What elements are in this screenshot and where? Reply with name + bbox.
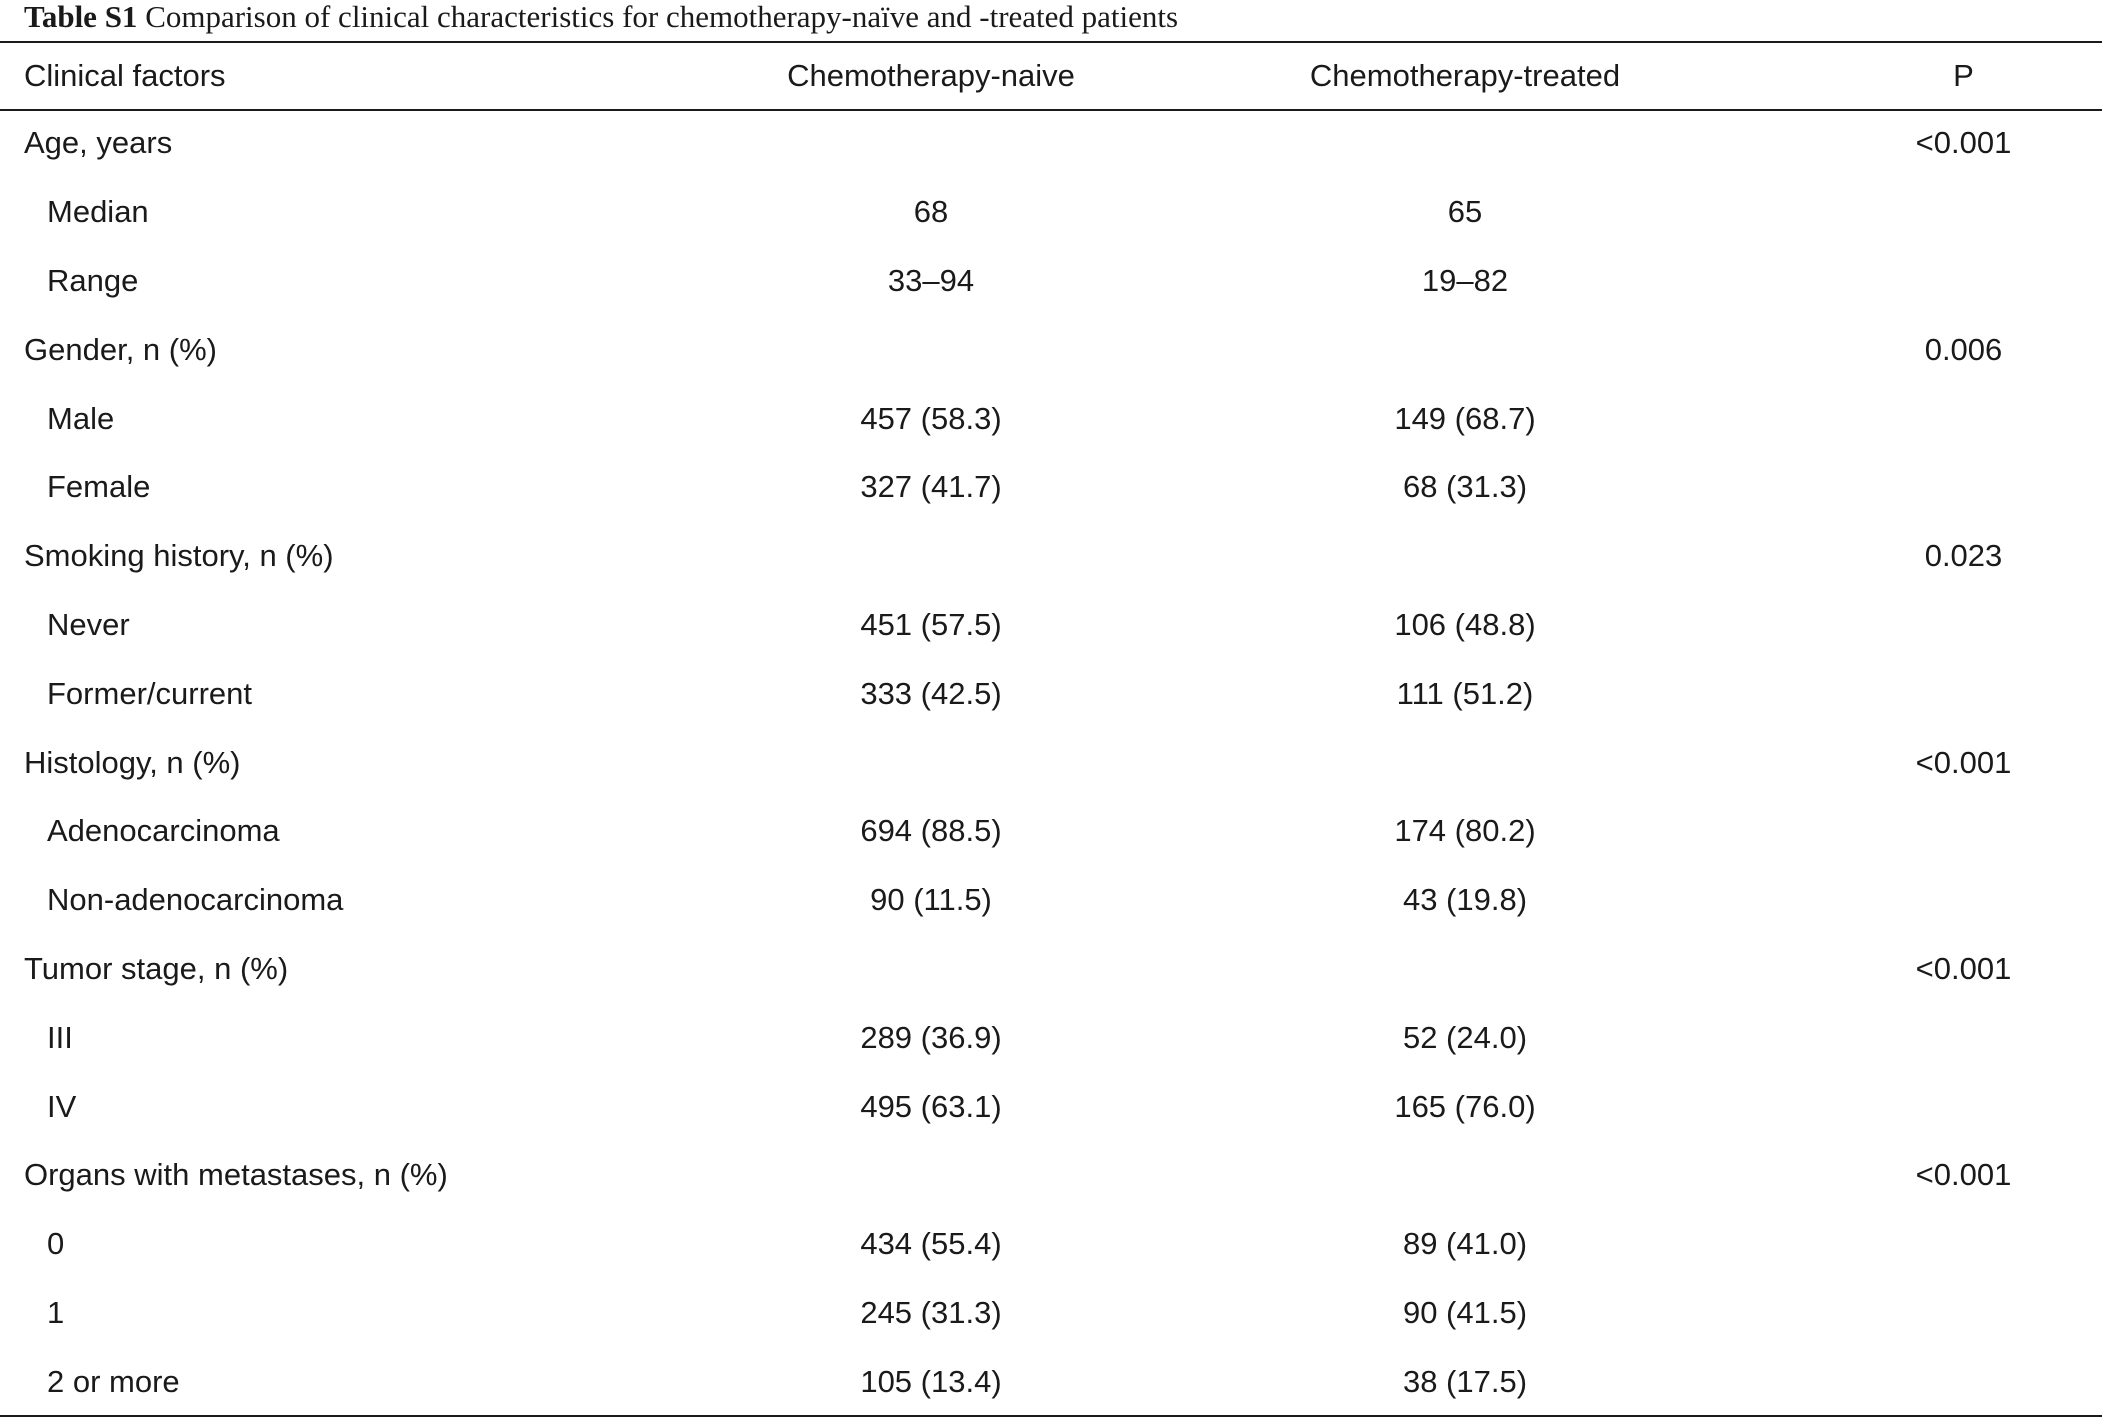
- cell-treated: 174 (80.2): [1394, 813, 1536, 849]
- cell-p-value: [1848, 1279, 2102, 1348]
- cell-p-value: <0.001: [1915, 125, 2012, 161]
- cell-p-value: [1848, 1003, 2102, 1072]
- table-row: [0, 247, 2102, 316]
- cell-naive: 68: [913, 194, 949, 230]
- cell-p-value: [1848, 659, 2102, 728]
- table-row: [0, 522, 2102, 591]
- cell-treated: 106 (48.8): [1394, 606, 1536, 642]
- table-row: [0, 453, 2102, 522]
- cell-naive: [780, 935, 1082, 1004]
- cell-naive: [780, 315, 1082, 384]
- cell-p-value: [1848, 866, 2102, 935]
- cell-treated: [1082, 935, 1848, 1004]
- row-label: Adenocarcinoma: [47, 813, 280, 849]
- row-label: Median: [47, 194, 149, 230]
- table-row: [0, 1347, 2102, 1416]
- cell-naive: 434 (55.4): [860, 1226, 1002, 1262]
- cell-treated: [1082, 728, 1848, 797]
- table-row: [0, 659, 2102, 728]
- row-label: Never: [47, 606, 130, 642]
- row-label: Smoking history, n (%): [24, 538, 334, 574]
- table-row: [0, 591, 2102, 660]
- row-label: 2 or more: [47, 1363, 180, 1399]
- cell-treated: 52 (24.0): [1402, 1019, 1528, 1055]
- cell-naive: 90 (11.5): [870, 882, 992, 918]
- cell-treated: 89 (41.0): [1402, 1226, 1528, 1262]
- cell-p-value: [1848, 797, 2102, 866]
- cell-naive: 457 (58.3): [860, 400, 1002, 436]
- table-row: [0, 797, 2102, 866]
- cell-p-value: <0.001: [1915, 1157, 2012, 1193]
- row-label: 1: [47, 1294, 65, 1330]
- cell-p-value: [1848, 1210, 2102, 1279]
- table-row: [0, 1279, 2102, 1348]
- table-row: [0, 109, 2102, 178]
- clinical-characteristics-table: [0, 43, 2102, 1416]
- table-row: [0, 315, 2102, 384]
- row-label: Organs with metastases, n (%): [24, 1157, 448, 1193]
- cell-treated: 111 (51.2): [1396, 675, 1534, 711]
- cell-naive: 245 (31.3): [860, 1294, 1002, 1330]
- table-row: [0, 866, 2102, 935]
- cell-naive: 33–94: [887, 262, 975, 298]
- cell-p-value: 0.006: [1924, 331, 2003, 367]
- row-label: Non-adenocarcinoma: [47, 882, 344, 918]
- cell-treated: 149 (68.7): [1394, 400, 1536, 436]
- cell-p-value: 0.023: [1924, 538, 2003, 574]
- row-label: Gender, n (%): [24, 331, 217, 367]
- row-label: Male: [47, 400, 115, 436]
- cell-naive: 451 (57.5): [860, 606, 1002, 642]
- table-caption-text: Comparison of clinical characteristics for chemotherapy-naïve and -treated patients: [145, 0, 1179, 34]
- table-row: [0, 935, 2102, 1004]
- row-label: 0: [47, 1226, 65, 1262]
- header-chemotherapy-treated: Chemotherapy-treated: [1309, 58, 1621, 93]
- table-row: [0, 1210, 2102, 1279]
- row-label: Former/current: [47, 675, 252, 711]
- cell-treated: 19–82: [1421, 262, 1509, 298]
- header-p-value: P: [1953, 58, 1974, 93]
- table-row: [0, 178, 2102, 247]
- cell-p-value: [1848, 453, 2102, 522]
- cell-treated: [1082, 109, 1848, 178]
- table-caption: [24, 0, 1178, 40]
- row-label: Female: [47, 469, 151, 505]
- cell-p-value: [1848, 1072, 2102, 1141]
- cell-p-value: [1848, 1347, 2102, 1416]
- cell-p-value: <0.001: [1915, 950, 2012, 986]
- cell-p-value: <0.001: [1915, 744, 2012, 780]
- cell-treated: 43 (19.8): [1402, 882, 1528, 918]
- cell-naive: 333 (42.5): [860, 675, 1002, 711]
- cell-naive: 495 (63.1): [860, 1088, 1002, 1124]
- row-label: Range: [47, 262, 139, 298]
- cell-treated: [1082, 1141, 1848, 1210]
- header-clinical-factors: Clinical factors: [24, 58, 226, 93]
- row-label: Tumor stage, n (%): [24, 950, 289, 986]
- header-chemotherapy-naive: Chemotherapy-naive: [787, 58, 1075, 93]
- cell-p-value: [1848, 384, 2102, 453]
- cell-naive: [780, 1141, 1082, 1210]
- table-row: [0, 1003, 2102, 1072]
- cell-p-value: [1848, 591, 2102, 660]
- table-header-row: [0, 43, 2102, 109]
- cell-naive: 289 (36.9): [860, 1019, 1002, 1055]
- cell-naive: [780, 522, 1082, 591]
- cell-p-value: [1848, 247, 2102, 316]
- table-row: [0, 728, 2102, 797]
- cell-treated: 68 (31.3): [1402, 469, 1528, 505]
- cell-treated: 165 (76.0): [1394, 1088, 1536, 1124]
- cell-naive: 105 (13.4): [860, 1363, 1002, 1399]
- table-row: [0, 1141, 2102, 1210]
- table-header: [0, 43, 2102, 109]
- table-body: [0, 109, 2102, 1416]
- cell-naive: 694 (88.5): [860, 813, 1002, 849]
- cell-naive: [780, 109, 1082, 178]
- cell-treated: 90 (41.5): [1402, 1294, 1528, 1330]
- cell-treated: [1082, 315, 1848, 384]
- table-caption-label: Table S1: [24, 0, 138, 34]
- cell-naive: [780, 728, 1082, 797]
- cell-treated: 38 (17.5): [1402, 1363, 1528, 1399]
- row-label: Age, years: [24, 125, 173, 161]
- table-row: [0, 1072, 2102, 1141]
- row-label: Histology, n (%): [24, 744, 241, 780]
- cell-treated: [1082, 522, 1848, 591]
- cell-treated: 65: [1447, 194, 1483, 230]
- cell-p-value: [1848, 178, 2102, 247]
- row-label: III: [47, 1019, 73, 1055]
- cell-naive: 327 (41.7): [860, 469, 1002, 505]
- row-label: IV: [47, 1088, 77, 1124]
- table-row: [0, 384, 2102, 453]
